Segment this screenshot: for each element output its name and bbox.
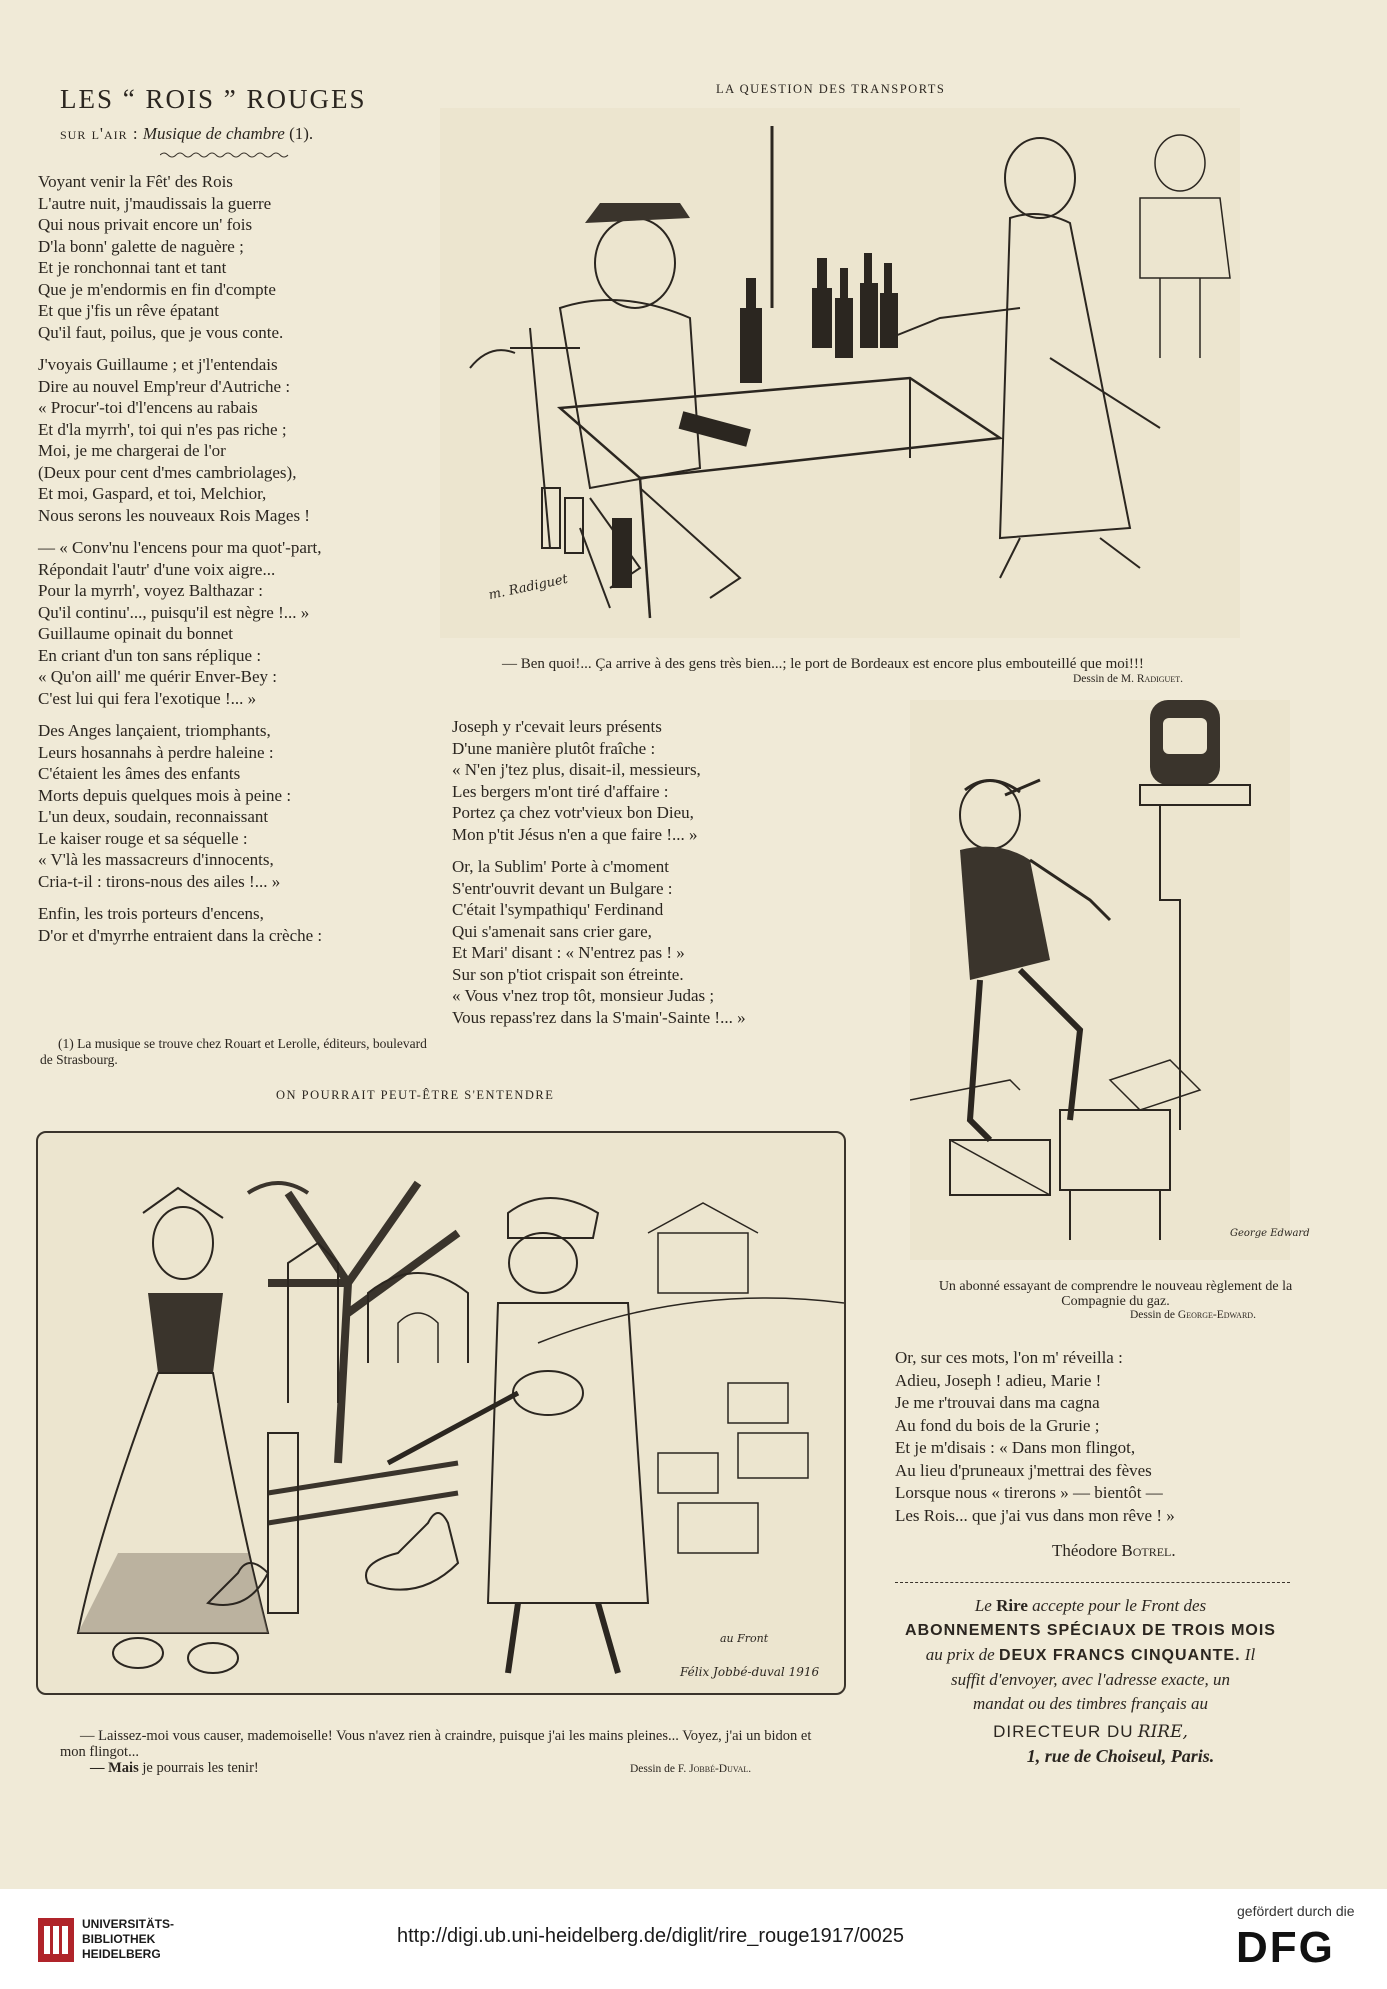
university-logo-icon [38, 1918, 74, 1962]
poem-stanza [38, 537, 418, 709]
poem-line: Cria-t-il : tirons-nous des ailes !... » [38, 871, 281, 891]
dfg-logo: DFG [1236, 1923, 1335, 1972]
poem-line: Le kaiser rouge et sa séquelle : [38, 828, 248, 848]
poem-line: Au lieu d'pruneaux j'mettrai des fèves [895, 1460, 1152, 1480]
poem-line: — « Conv'nu l'encens pour ma quot'-part, [38, 538, 322, 557]
poem-line: Les Rois... que j'ai vus dans mon rêve ! » [895, 1505, 1175, 1525]
poem-line: C'était l'sympathiqu' Ferdinand [452, 900, 664, 919]
funded-by-text: gefördert durch die [1237, 1903, 1355, 1919]
poem-line: Au fond du bois de la Grurie ; [895, 1415, 1100, 1435]
entendre-panel [36, 1131, 846, 1695]
poem-subtitle [60, 124, 313, 144]
poem-line: S'entr'ouvrit devant un Bulgare : [452, 878, 673, 898]
gaz-illustration [910, 700, 1290, 1260]
gaz-signature: George Edward [1230, 1228, 1310, 1239]
transport-caption: — Ben quoi!... Ça arrive à des gens très bien...; le port de Bordeaux est encore plus embouteillé que moi!!! [502, 656, 1144, 672]
poem-line: Leurs hosannahs à perdre haleine : [38, 742, 274, 762]
poem-line: L'autre nuit, j'maudissais la guerre [38, 193, 272, 213]
poem-line: Pour la myrrh', voyez Balthazar : [38, 581, 263, 600]
transport-signature: m. Radiguet [487, 571, 570, 604]
poem-stanza [38, 354, 418, 526]
gaz-credit: Dessin de George-Edward. [1130, 1309, 1256, 1321]
poem-line: Sur son p'tiot crispait son étreinte. [452, 964, 684, 984]
poem-line: Et que j'fis un rêve épatant [38, 301, 220, 320]
poem-line: Des Anges lançaient, triomphants, [38, 721, 271, 740]
poem-line: Qui s'amenait sans crier gare, [452, 921, 652, 941]
poem-right-column [895, 1347, 1275, 1538]
subscription-ad [888, 1594, 1293, 1769]
poem-line: Voyant venir la Fêt' des Rois [38, 172, 233, 191]
ad-line-1: Le Rire accepte pour le Front des [974, 1596, 1207, 1615]
poem-line: (Deux pour cent d'mes cambriolages), [38, 462, 297, 482]
poem-line: « Vous v'nez trop tôt, monsieur Judas ; [452, 986, 715, 1005]
ad-divider [895, 1582, 1290, 1583]
entendre-heading: ON POURRAIT PEUT-ÊTRE S'ENTENDRE [276, 1088, 555, 1102]
poem-line: Qu'il faut, poilus, que je vous conte. [38, 322, 284, 342]
poem-line: Et je m'disais : « Dans mon flingot, [895, 1438, 1136, 1457]
poem-stanza [452, 856, 892, 1028]
subtitle-ref: (1). [289, 124, 314, 143]
poem-line: « Qu'on aill' me quérir Enver-Bey : [38, 667, 277, 686]
poem-line: Mon p'tit Jésus n'en a que faire !... » [452, 824, 698, 844]
entendre-caption: — Laissez-moi vous causer, mademoiselle! Vous n'avez rien à craindre, puisque j'ai les mains pleines... Voyez, j'ai un bidon et mon flingot... — Mais je pourrais les tenir! [60, 1728, 840, 1776]
poem-line: Qui nous privait encore un' fois [38, 215, 253, 234]
poem-line: Moi, je me chargerai de l'or [38, 441, 226, 460]
poem-line: Nous serons les nouveaux Rois Mages ! [38, 505, 310, 525]
source-url-link[interactable]: http://digi.ub.uni-heidelberg.de/diglit/rire_rouge1917/0025 [397, 1925, 905, 1947]
poem-title: LES “ ROIS ” ROUGES [60, 84, 367, 114]
poem-line: Adieu, Joseph ! adieu, Marie ! [895, 1370, 1102, 1390]
ad-line-5: mandat ou des timbres français au [972, 1694, 1208, 1713]
gaz-caption: Un abonné essayant de comprendre le nouveau règlement de la Compagnie du gaz. [938, 1279, 1293, 1309]
ad-line-7: 1, rue de Choiseul, Paris. [1026, 1746, 1215, 1766]
ad-line-6: DIRECTEUR DU RIRE, [993, 1722, 1188, 1742]
entendre-signature-top: au Front [720, 1632, 769, 1645]
poem-line: Enfin, les trois porteurs d'encens, [38, 904, 264, 923]
poem-footnote: (1) La musique se trouve chez Rouart et Lerolle, éditeurs, boulevard de Strasbourg. [40, 1036, 427, 1067]
poem-line: « Procur'-toi d'l'encens au rabais [38, 398, 258, 417]
poem-line: Que je m'endormis en fin d'compte [38, 279, 276, 299]
entendre-signature: Félix Jobbé-duval 1916 [680, 1665, 820, 1679]
poem-line: Et Mari' disant : « N'entrez pas ! » [452, 943, 685, 962]
poem-line: D'or et d'myrrhe entraient dans la crèche : [38, 925, 323, 945]
entendre-credit: Dessin de F. Jobbé-Duval. [630, 1763, 752, 1775]
poem-line: C'est lui qui fera l'exotique !... » [38, 688, 257, 708]
poem-line: Lorsque nous « tirerons » — bientôt — [895, 1483, 1163, 1502]
poem-stanza [38, 903, 418, 946]
poem-line: Vous repass'rez dans la S'main'-Sainte !... » [452, 1007, 746, 1027]
poem-line: Et moi, Gaspard, et toi, Melchior, [38, 484, 267, 503]
poem-line: Je me r'trouvai dans ma cagna [895, 1393, 1100, 1412]
poem-author: Théodore Botrel. [1052, 1541, 1176, 1560]
poem-left-column [38, 171, 418, 957]
poem-stanza [452, 716, 892, 845]
poem-line: Et d'la myrrh', toi qui n'es pas riche ; [38, 419, 287, 439]
subtitle-tune: Musique de chambre [142, 124, 285, 143]
transport-credit: Dessin de M. Radiguet. [1073, 673, 1183, 685]
poem-line: D'une manière plutôt fraîche : [452, 738, 656, 758]
poem-stanza [38, 720, 418, 892]
entendre-caption-2: — Mais je pourrais les tenir! [90, 1760, 259, 1776]
poem-line: Guillaume opinait du bonnet [38, 624, 233, 643]
poem-line: Les bergers m'ont tiré d'affaire : [452, 781, 669, 801]
poem-line: « V'là les massacreurs d'innocents, [38, 850, 274, 869]
subtitle-prefix: sur l'air : [60, 124, 139, 143]
poem-stanza [38, 171, 418, 343]
poem-line: Or, sur ces mots, l'on m' réveilla : [895, 1348, 1123, 1367]
poem-line: En criant d'un ton sans réplique : [38, 645, 262, 665]
poem-line: L'un deux, soudain, reconnaissant [38, 807, 269, 826]
poem-line: Et je ronchonnai tant et tant [38, 258, 227, 277]
poem-line: Portez ça chez votr'vieux bon Dieu, [452, 803, 694, 822]
poem-line: J'voyais Guillaume ; et j'l'entendais [38, 355, 278, 374]
university-logo-text: UNIVERSITÄTS- BIBLIOTHEK HEIDELBERG [82, 1917, 175, 1961]
poem-line: Joseph y r'cevait leurs présents [452, 717, 662, 736]
footer-bar [0, 1889, 1387, 1989]
poem-line: Or, la Sublim' Porte à c'moment [452, 857, 669, 876]
transport-heading: LA QUESTION DES TRANSPORTS [716, 82, 946, 96]
transport-illustration [440, 108, 1240, 638]
poem-line: « N'en j'tez plus, disait-il, messieurs, [452, 760, 701, 779]
poem-line: Dire au nouvel Emp'reur d'Autriche : [38, 376, 291, 396]
poem-line: C'étaient les âmes des enfants [38, 764, 241, 783]
poem-line: Qu'il continu'..., puisqu'il est nègre !... » [38, 602, 310, 622]
poem-line: D'la bonn' galette de naguère ; [38, 236, 244, 256]
poem-stanza [895, 1347, 1275, 1527]
poem-middle-column [452, 716, 892, 1039]
entendre-illustration [38, 1133, 844, 1693]
poem-line: Répondait l'autr' d'une voix aigre... [38, 559, 276, 579]
ad-line-3: au prix de DEUX FRANCS CINQUANTE. Il [925, 1645, 1256, 1664]
squiggle-divider [160, 150, 290, 160]
poem-line: Morts depuis quelques mois à peine : [38, 785, 292, 805]
ad-line-4: suffit d'envoyer, avec l'adresse exacte, un [950, 1670, 1230, 1689]
ad-line-2: ABONNEMENTS SPÉCIAUX DE TROIS MOIS [905, 1622, 1276, 1639]
